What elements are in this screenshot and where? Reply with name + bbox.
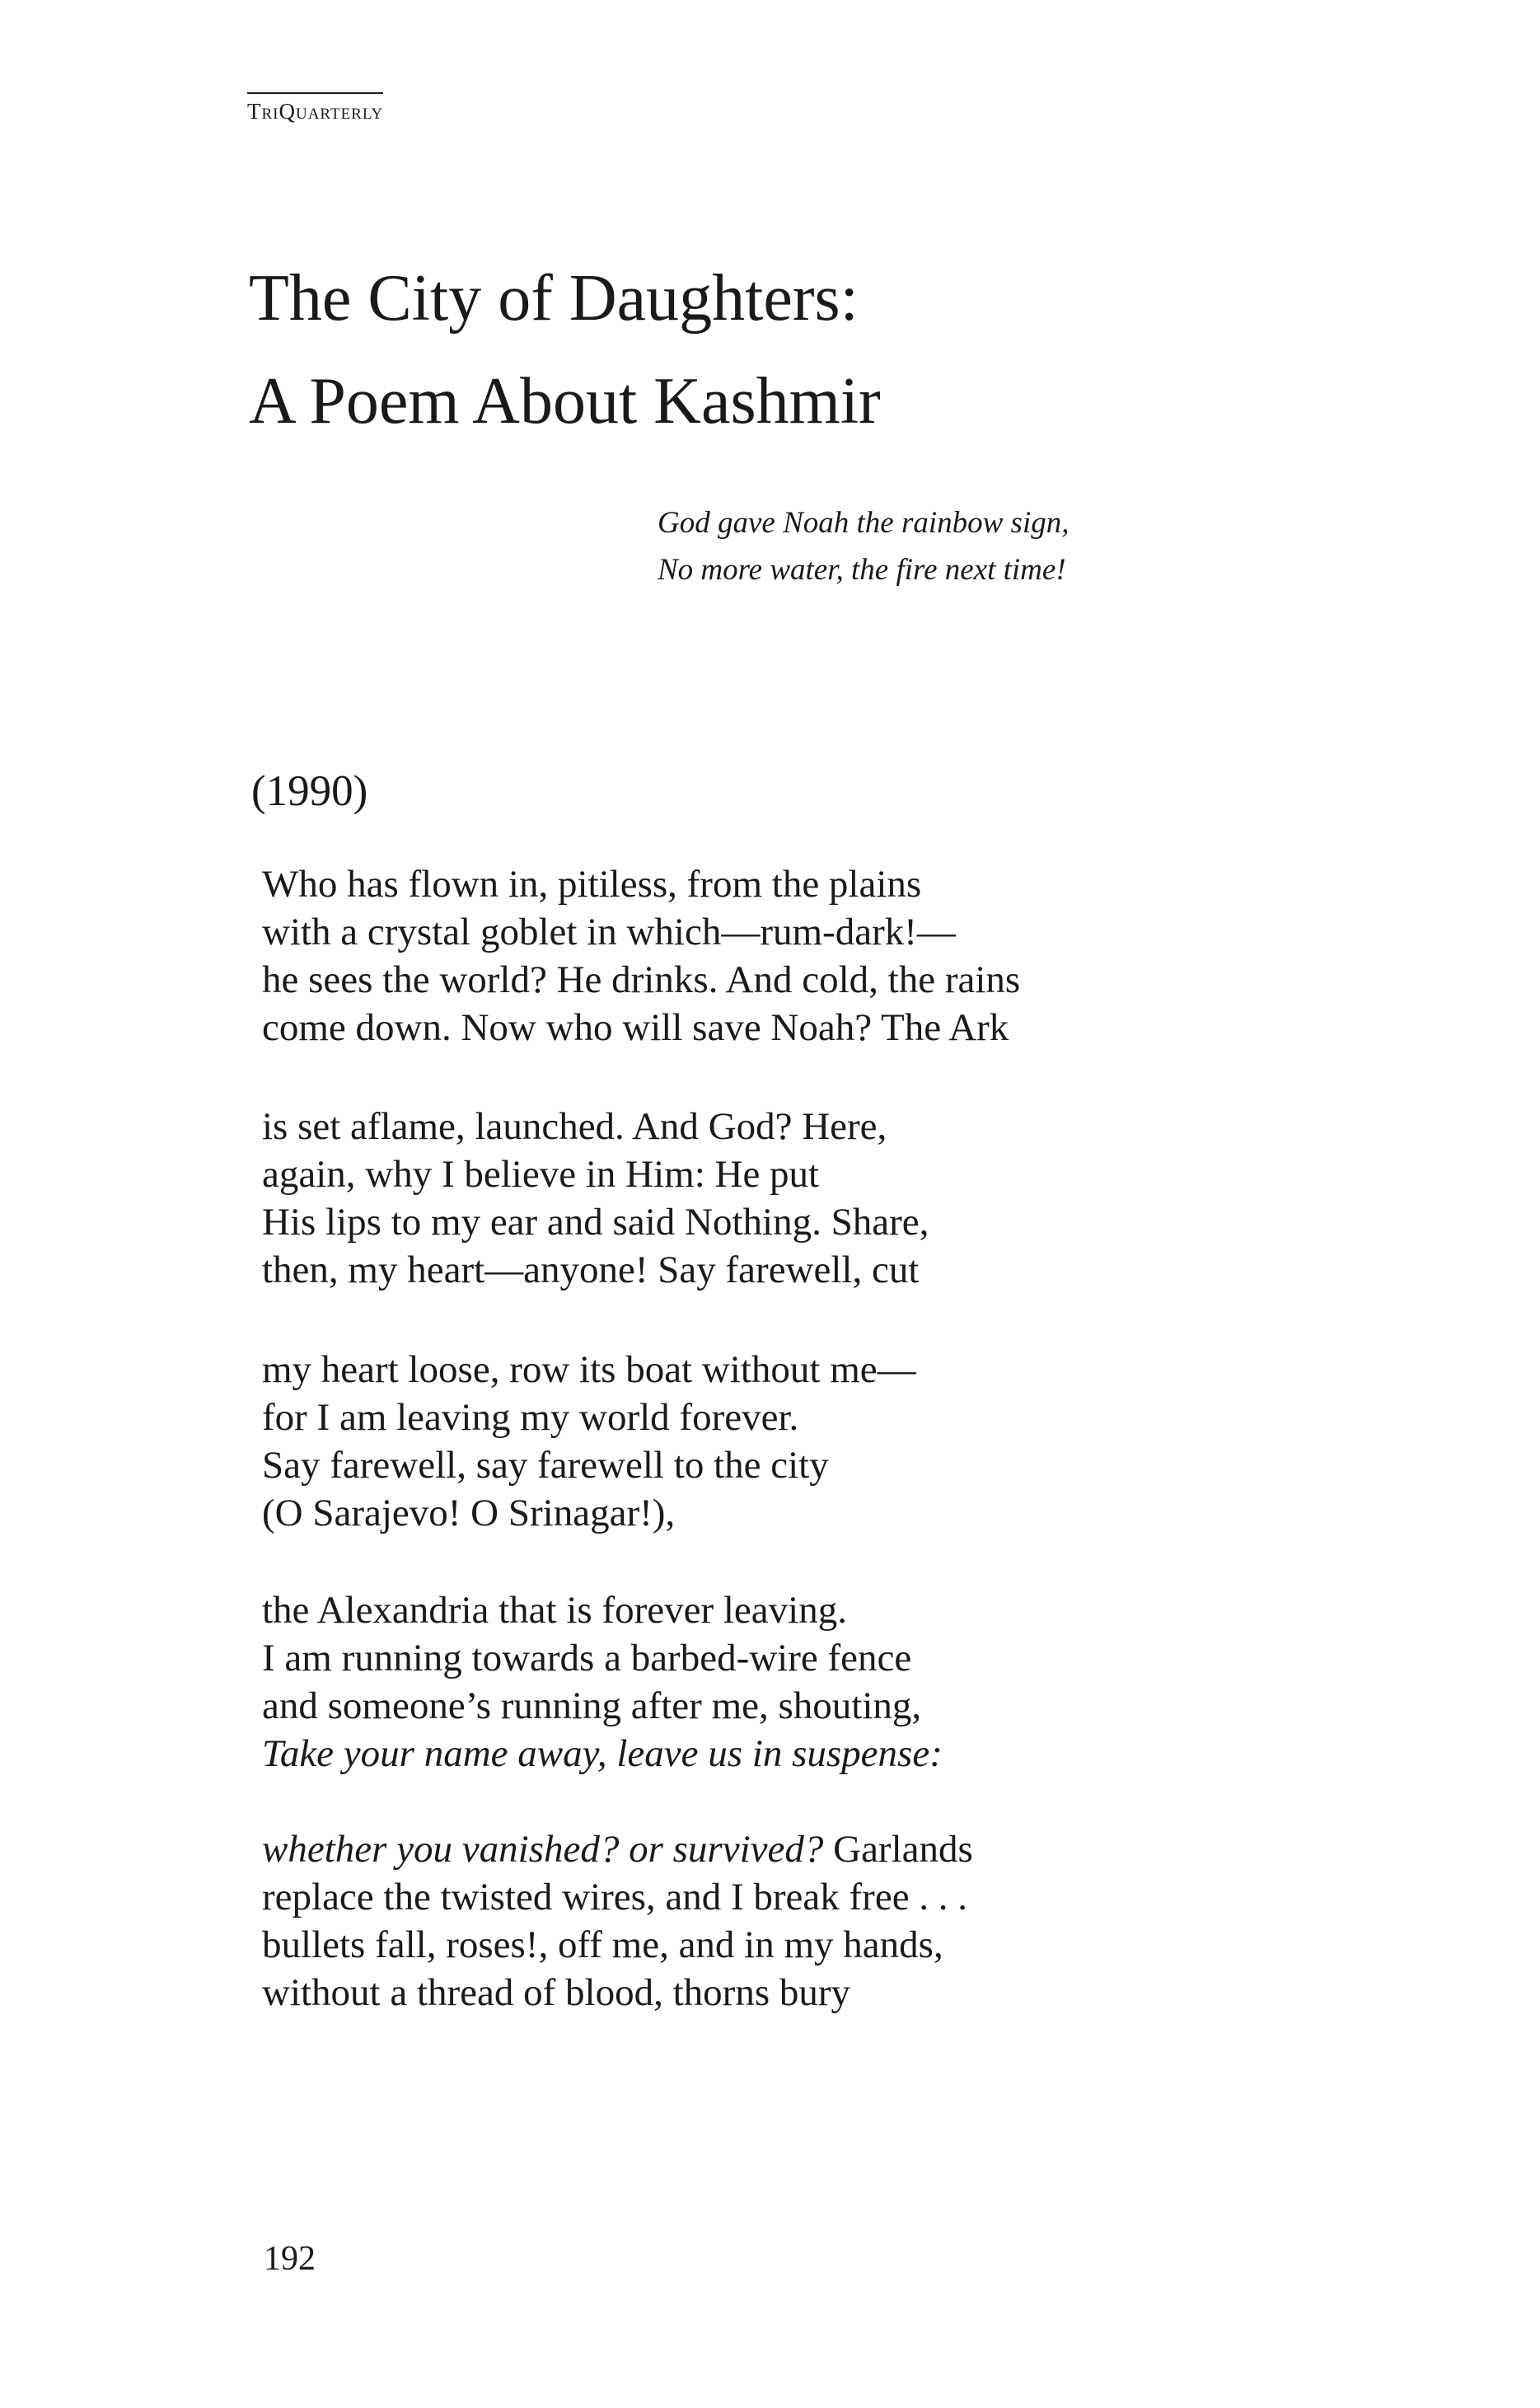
verse-line: Who has flown in, pitiless, from the plains <box>262 863 922 906</box>
verse-line: (O Sarajevo! O Srinagar!), <box>262 1492 676 1534</box>
poem-date: (1990) <box>251 767 368 815</box>
verse-line-roman-part: Garlands <box>823 1828 973 1871</box>
verse-line: replace the twisted wires, and I break free . . . <box>262 1876 968 1918</box>
verse-line: my heart loose, row its boat without me— <box>262 1348 916 1391</box>
verse-line: bullets fall, roses!, off me, and in my hands, <box>262 1923 943 1966</box>
verse-line-italic-part: whether you vanished? or survived? <box>262 1828 824 1871</box>
stanza-4 <box>262 1586 943 1778</box>
verse-line: His lips to my ear and said Nothing. Share, <box>262 1201 929 1244</box>
verse-line: for I am leaving my world forever. <box>262 1396 799 1439</box>
verse-line <box>262 1825 973 1873</box>
verse-line: the Alexandria that is forever leaving. <box>262 1589 847 1632</box>
poem-title-line-1: The City of Daughters: <box>249 262 859 335</box>
verse-line: come down. Now who will save Noah? The Ark <box>262 1006 1009 1049</box>
verse-line: again, why I believe in Him: He put <box>262 1153 820 1196</box>
epigraph <box>658 499 1069 593</box>
verse-line: then, my heart—anyone! Say farewell, cut <box>262 1249 920 1291</box>
verse-line: I am running towards a barbed-wire fence <box>262 1637 912 1680</box>
page-number: 192 <box>264 2240 316 2278</box>
stanza-2 <box>262 1103 929 1294</box>
poem-title <box>249 247 881 453</box>
verse-line: is set aflame, launched. And God? Here, <box>262 1105 887 1148</box>
verse-line: with a crystal goblet in which—rum-dark!— <box>262 911 956 953</box>
verse-line: and someone’s running after me, shouting, <box>262 1684 922 1727</box>
verse-line <box>262 1730 943 1778</box>
verse-line-italic: Take your name away, leave us in suspense: <box>262 1732 943 1775</box>
epigraph-line-1: God gave Noah the rainbow sign, <box>658 506 1070 540</box>
verse-line: he sees the world? He drinks. And cold, the rains <box>262 958 1021 1001</box>
stanza-3 <box>262 1346 916 1537</box>
running-head: TriQuarterly <box>247 92 383 123</box>
poem-title-line-2: A Poem About Kashmir <box>249 365 881 438</box>
verse-line: without a thread of blood, thorns bury <box>262 1971 851 2014</box>
epigraph-line-2: No more water, the fire next time! <box>658 553 1066 587</box>
stanza-5 <box>262 1825 973 2017</box>
verse-line: Say farewell, say farewell to the city <box>262 1444 829 1487</box>
stanza-1 <box>262 860 1020 1052</box>
